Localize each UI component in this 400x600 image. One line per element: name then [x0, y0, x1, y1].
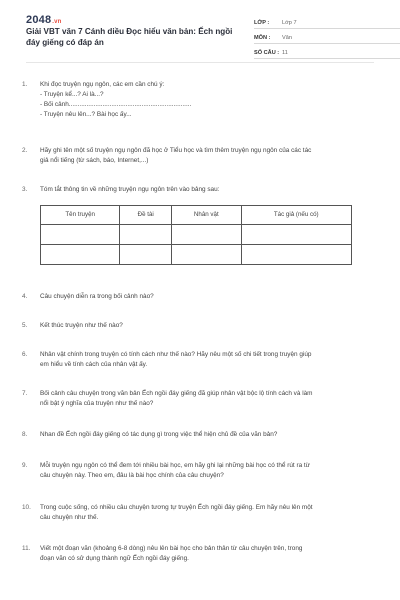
- question-item: [22, 350, 382, 370]
- question-line: Hãy ghi tên một số truyện ngụ ngôn đã học ở Tiểu học và tìm thêm truyện ngụ ngôn của các tác: [40, 147, 312, 154]
- question-number: 5.: [22, 322, 28, 329]
- question-line: Trong cuộc sống, có nhiều câu chuyện tương tự truyện Ếch ngồi đáy giếng. Em hãy nêu lên một: [40, 504, 313, 511]
- question-line: Khi đọc truyện ngụ ngôn, các em cần chú ý:: [40, 81, 165, 88]
- question-line: giả nổi tiếng (từ sách, báo, Internet,...): [40, 157, 149, 164]
- table-cell[interactable]: [41, 225, 120, 245]
- table-header-cell: Tác giả (nếu có): [241, 206, 352, 225]
- site-logo[interactable]: [26, 14, 62, 26]
- table-header-row: [41, 206, 352, 225]
- question-line: Nhân vật chính trong truyện có tính cách như thế nào? Hãy nêu một số chi tiết trong truyện giúp: [40, 351, 312, 358]
- question-text: [40, 292, 382, 302]
- question-text: [40, 503, 382, 523]
- meta-value: Văn: [282, 35, 292, 41]
- question-number: 6.: [22, 351, 28, 358]
- meta-key: MÔN :: [254, 35, 271, 41]
- question-line: Tóm tắt thông tin về những truyện ngụ ngôn trên vào bảng sau:: [40, 186, 220, 193]
- question-line: Kết thúc truyện như thế nào?: [40, 322, 123, 329]
- question-item: [22, 146, 382, 166]
- question-text: [40, 544, 382, 564]
- question-number: 10.: [22, 504, 31, 511]
- question-number: 1.: [22, 81, 28, 88]
- meta-key: SỐ CÂU :: [254, 50, 280, 56]
- table-header-cell: Nhân vật: [172, 206, 241, 225]
- question-line: nổi bật ý nghĩa của truyện như thế nào?: [40, 400, 154, 407]
- document-title: Giải VBT văn 7 Cánh diều Đọc hiểu văn bản: Ếch ngồi đáy giếng có đáp án: [26, 27, 233, 47]
- table-cell[interactable]: [120, 225, 172, 245]
- table-header-cell: Tên truyện: [41, 206, 120, 225]
- question-text: [40, 80, 382, 120]
- question-item: [22, 292, 382, 302]
- table-cell[interactable]: [172, 225, 241, 245]
- question-text: [40, 461, 382, 481]
- table-cell[interactable]: [241, 225, 352, 245]
- question-line: - Truyện nêu lên...? Bài học ấy...: [40, 111, 132, 118]
- question-number: 11.: [22, 545, 31, 552]
- meta-value: 11: [282, 50, 288, 56]
- question-line: Viết một đoạn văn (khoảng 6-8 dòng) nêu lên bài học cho bản thân từ câu chuyện trên, trong: [40, 545, 303, 552]
- meta-row-question-count: [254, 44, 400, 59]
- question-line: - Bối cảnh.....................................................................: [40, 101, 192, 108]
- question-number: 7.: [22, 390, 28, 397]
- table-row: [41, 225, 352, 245]
- table-cell[interactable]: [120, 245, 172, 265]
- question-text: [40, 321, 382, 331]
- meta-value: Lớp 7: [282, 20, 297, 26]
- table-cell[interactable]: [41, 245, 120, 265]
- meta-row-grade: [254, 14, 400, 29]
- question-text: [40, 185, 382, 265]
- question-item: [22, 461, 382, 481]
- question-line: Nhan đề Ếch ngồi đáy giếng có tác dụng gì trong việc thể hiện chủ đề của văn bản?: [40, 431, 278, 438]
- question-item: [22, 321, 382, 331]
- question-line: - Truyện kể...? Ai là...?: [40, 91, 104, 98]
- table-row: [41, 245, 352, 265]
- question-item: [22, 503, 382, 523]
- question-item: [22, 185, 382, 265]
- question-line: câu chuyện này. Theo em, đâu là bài học chính của câu chuyện?: [40, 472, 224, 479]
- meta-key: LỚP :: [254, 20, 270, 26]
- table-cell[interactable]: [172, 245, 241, 265]
- question-number: 8.: [22, 431, 28, 438]
- question-number: 3.: [22, 186, 28, 193]
- question-line: Câu chuyện diễn ra trong bối cảnh nào?: [40, 293, 154, 300]
- meta-row-subject: [254, 29, 400, 44]
- table-cell[interactable]: [241, 245, 352, 265]
- question-item: [22, 389, 382, 409]
- question-number: 2.: [22, 147, 28, 154]
- question-line: đoạn văn có sử dụng thành ngữ Ếch ngồi đáy giếng.: [40, 555, 189, 562]
- question-item: [22, 430, 382, 440]
- question-text: [40, 430, 382, 440]
- logo-suffix: .vn: [52, 19, 62, 25]
- question-text: [40, 146, 382, 166]
- question-line: câu chuyện như thế.: [40, 514, 99, 521]
- question-text: [40, 389, 382, 409]
- table-header-cell: Đề tài: [120, 206, 172, 225]
- question-item: [22, 80, 382, 120]
- document-meta: [254, 14, 400, 59]
- question-line: em hiểu về tính cách của nhân vật ấy.: [40, 361, 148, 368]
- worksheet-header: [26, 0, 374, 63]
- question-item: [22, 544, 382, 564]
- question-text: [40, 350, 382, 370]
- question-line: Mỗi truyện ngụ ngôn có thể đem tới nhiều bài học, em hãy ghi lại những bài học có thể rút ra từ: [40, 462, 310, 469]
- logo-text: 2048: [26, 14, 52, 26]
- summary-table: [40, 205, 352, 265]
- question-number: 4.: [22, 293, 28, 300]
- question-line: Bối cảnh câu chuyện trong văn bản Ếch ngồi đáy giếng đã giúp nhân vật bộc lộ tính cách và làm: [40, 390, 313, 397]
- question-number: 9.: [22, 462, 28, 469]
